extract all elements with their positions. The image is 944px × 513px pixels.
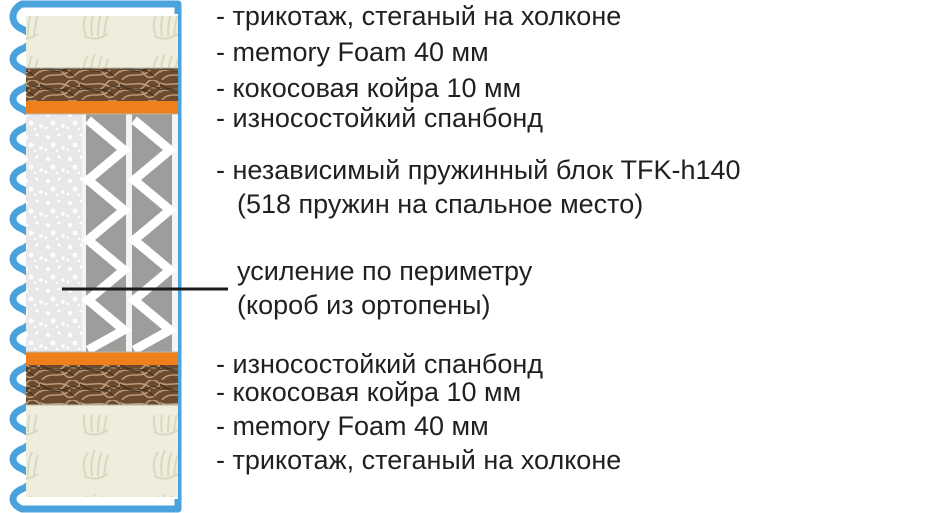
- layer-cover-top: [26, 16, 178, 68]
- layer-coir-bottom: [26, 365, 178, 405]
- callout-perimeter: усиление по периметру: [237, 256, 533, 286]
- layer-spanbond-top: [26, 101, 178, 114]
- layer-cover-bottom: [26, 405, 178, 497]
- callout-cover-bottom: - трикотаж, стеганый на холконе: [216, 445, 622, 475]
- callout-cover-top: - трикотаж, стеганый на холконе: [216, 1, 622, 31]
- callout-spanbond-bottom: - износостойкий спанбонд: [216, 349, 544, 379]
- callout-spanbond-top: - износостойкий спанбонд: [216, 103, 544, 133]
- callout-coir-top: - кокосовая койра 10 мм: [216, 73, 522, 103]
- callout-memory-foam-top: - memory Foam 40 мм: [216, 37, 489, 67]
- callout-memory-foam-bottom: - memory Foam 40 мм: [216, 411, 489, 441]
- layer-spanbond-bottom: [26, 352, 178, 365]
- callout-coir-bottom: - кокосовая койра 10 мм: [216, 377, 522, 407]
- callout-perimeter-detail: (короб из ортопены): [237, 290, 491, 320]
- perimeter-foam-box: [26, 114, 82, 354]
- callout-spring-count: (518 пружин на спальное место): [237, 189, 644, 219]
- callout-spring-block: - независимый пружинный блок TFK-h140: [216, 155, 741, 185]
